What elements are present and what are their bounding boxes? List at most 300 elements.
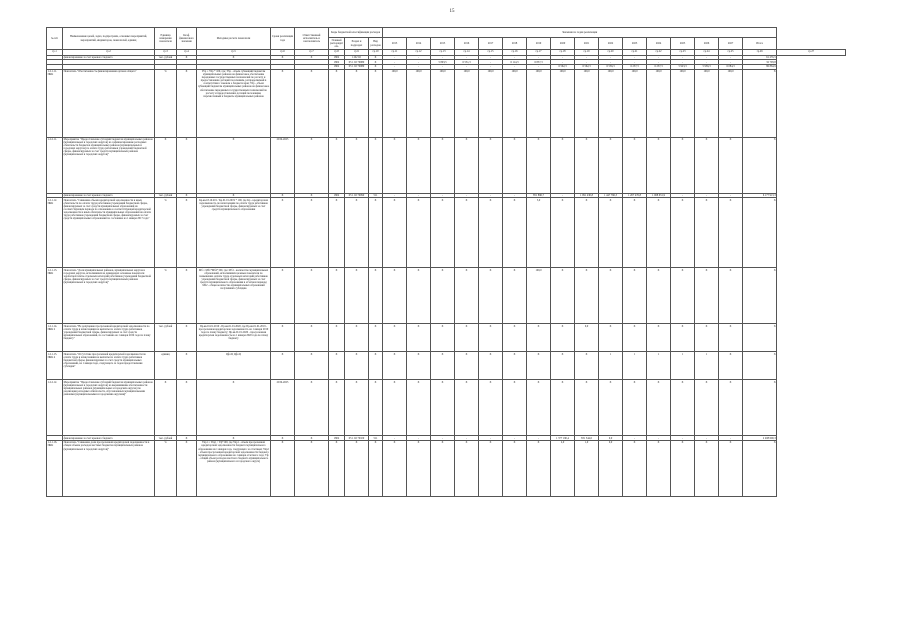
column-number: гр.13 — [431, 50, 455, 56]
column-number: гр.21 — [623, 50, 647, 56]
col-header-year: 2020 — [551, 38, 575, 50]
column-number: гр.19 — [575, 50, 599, 56]
row-year-value: X — [551, 352, 575, 380]
row-executor: X — [295, 193, 329, 198]
row-kvr: X — [369, 55, 383, 60]
row-name: финансирование за счет краевого бюджета — [63, 436, 155, 441]
row-section: X — [345, 268, 369, 324]
row-year-value: 6 562,3 — [551, 64, 575, 69]
row-unit: тыс. рублей — [155, 55, 177, 60]
row-name: Мероприятие "Предоставление субсидий бюджетам муниципальных районов (муниципальных и городских округов) на софинансирование расходных обязательств бюджетов муниципальных районов (муниципальных и городских округов) по оплате труда работников учреждений бюджетной сферы, финансируемых за счет средств муниципальных районов (муниципальных и городских округов)" — [63, 137, 155, 193]
col-header-method: Методика расчета показателя — [197, 28, 271, 50]
page-number: 15 — [449, 9, 455, 14]
row-year-value: X — [527, 137, 551, 193]
row-kvr: X — [369, 441, 383, 497]
row-year-value: X — [407, 441, 431, 497]
row-year-value: - — [719, 436, 743, 441]
row-year-value: X — [383, 198, 407, 268]
row-year-value: 100,0 — [623, 69, 647, 137]
row-year-value: 5,0 — [527, 198, 551, 268]
row-year-value: - — [431, 193, 455, 198]
row-year-value: 100,0 — [719, 69, 743, 137]
row-term: X — [271, 352, 295, 380]
row-year-value: - — [623, 436, 647, 441]
row-year-value: X — [647, 137, 671, 193]
row-executor: X — [295, 380, 329, 436]
row-number: 1.2.2.11. — [47, 137, 63, 193]
col-header-name: Наименование целей, задач, подпрограмм, основных мероприятий, мероприятий, индикаторов, показателей, единиц — [63, 28, 155, 50]
row-year-value: X — [431, 324, 455, 352]
table-row — [47, 137, 846, 193]
row-year-value: X — [527, 441, 551, 497]
row-year-value: 1 — [623, 352, 647, 380]
row-year-value: X — [719, 198, 743, 268]
row-term: X — [271, 441, 295, 497]
row-executor: X — [295, 441, 329, 497]
col-header-kvr: Вид расходов — [369, 38, 383, 50]
column-number: гр.16 — [503, 50, 527, 56]
row-total: X — [743, 198, 777, 268]
row-year-value: - — [383, 436, 407, 441]
row-number: 1.2.1.11. ПКК — [47, 69, 63, 137]
col-header-year: 2025 — [671, 38, 695, 50]
row-kvr: X — [369, 69, 383, 137]
row-name: Мероприятие "Предоставление субсидий бюджетам муниципальных районов (муниципальных и городских округов) на выравнивание обеспеченности муниципальных районов (муниципальных и городских округов) по реализации расходных обязательств, обусловленных муниципальными районами (муниципальными и городскими округами)" — [63, 380, 155, 436]
row-section: 05 1 02 70090 — [345, 193, 369, 198]
col-header-year: 2013 — [383, 38, 407, 50]
column-number: гр.25 — [719, 50, 743, 56]
row-year-value: X — [695, 324, 719, 352]
row-year-value: X — [671, 441, 695, 497]
row-grbs: 1802 — [329, 64, 345, 69]
row-method: X — [197, 55, 271, 60]
row-unit: тыс. рублей — [155, 324, 177, 352]
row-method: X — [197, 193, 271, 198]
table-row — [47, 441, 846, 497]
row-year-value: X — [719, 352, 743, 380]
column-number: гр.8 — [329, 50, 345, 56]
row-method: Упр1 = Упр1 / Уф*100, где Упр1 - объем просроченной кредиторской задолженности бюджета муниципального образования на 1 января года, следующего за отчетным; Упр2 - объем просроченной кредиторской задолженности бюджета муниципального образования на 1 января отчетного года; Уф - общий объем расходов местного бюджета муниципального района (муниципального и городского округа) — [197, 441, 271, 497]
row-year-value: X — [623, 324, 647, 352]
row-section: 05 1 02 70100 — [345, 436, 369, 441]
row-year-value: X — [407, 198, 431, 268]
row-year-value: - — [599, 60, 623, 65]
row-year-value: 1 447 766,3 — [599, 193, 623, 198]
row-kvr: X — [369, 324, 383, 352]
row-year-value: 1 — [671, 352, 695, 380]
row-year-value: X — [431, 441, 455, 497]
row-year-value: - — [503, 64, 527, 69]
row-year-value: - — [719, 60, 743, 65]
col-header-unit: Единица измерения показателя — [155, 28, 177, 50]
row-year-value: - — [623, 55, 647, 60]
row-year-value: X — [599, 324, 623, 352]
row-year-value: 100,0 — [551, 69, 575, 137]
row-year-value: 0,0 — [599, 436, 623, 441]
row-year-value: X — [383, 352, 407, 380]
row-year-value: 0,0 — [599, 441, 623, 497]
row-year-value: X — [623, 137, 647, 193]
row-year-value: X — [575, 352, 599, 380]
row-year-value: X — [575, 137, 599, 193]
row-year-value: - — [479, 193, 503, 198]
row-year-value: X — [599, 380, 623, 436]
row-year-value: 2,0 — [551, 441, 575, 497]
row-year-value: X — [479, 198, 503, 268]
column-number: гр.5 — [197, 50, 271, 56]
row-year-value: 100,0 — [383, 69, 407, 137]
row-year-value: - — [695, 193, 719, 198]
row-year-value: 6 084,3 — [719, 64, 743, 69]
row-executor: X — [295, 55, 329, 60]
row-year-value: - — [647, 60, 671, 65]
row-unit: % — [155, 198, 177, 268]
row-term: X — [271, 193, 295, 198]
col-header-year: 2019 — [527, 38, 551, 50]
row-year-value: X — [551, 324, 575, 352]
col-header-term: Сроки реализации года — [271, 28, 295, 50]
row-grbs: X — [329, 268, 345, 324]
row-total: X — [743, 380, 777, 436]
row-kvr: 511 — [369, 193, 383, 198]
row-year-value: X — [695, 137, 719, 193]
row-year-value: 100,0 — [479, 69, 503, 137]
row-grbs: X — [329, 69, 345, 137]
row-year-value: 1,0 — [575, 441, 599, 497]
row-year-value: X — [479, 441, 503, 497]
row-year-value: - — [431, 64, 455, 69]
row-unit: X — [155, 380, 177, 436]
row-year-value: X — [431, 198, 455, 268]
row-year-value: - — [695, 436, 719, 441]
row-unit: тыс. рублей — [155, 193, 177, 198]
row-kvr: X — [369, 64, 383, 69]
row-coef: X — [177, 193, 197, 198]
row-year-value: X — [719, 268, 743, 324]
row-year-value: X — [455, 137, 479, 193]
row-year-value: X — [455, 380, 479, 436]
row-section: X — [345, 352, 369, 380]
column-number: гр.20 — [599, 50, 623, 56]
row-year-value: X — [479, 137, 503, 193]
column-number: гр.6 — [271, 50, 295, 56]
row-year-value: 5 936,3 — [695, 64, 719, 69]
row-year-value: X — [383, 441, 407, 497]
row-year-value: - — [431, 436, 455, 441]
row-year-value: X — [527, 352, 551, 380]
row-number: 1.2.1.16. ПКК — [47, 441, 63, 497]
row-kvr: X — [369, 380, 383, 436]
row-kvr: 511 — [369, 436, 383, 441]
column-number: гр.1 — [47, 50, 63, 56]
row-year-value: 831 344,0 — [575, 436, 599, 441]
row-year-value: X — [647, 268, 671, 324]
column-number: гр.4 — [177, 50, 197, 56]
row-year-value: 100,0 — [695, 69, 719, 137]
row-year-value: X — [647, 380, 671, 436]
row-name: Показатель "Отсутствие просроченной кредиторской задолженности по оплате труда и начислениям на выплаты по оплате труда работников бюджетной сферы, финансируемых за счет средств муниципальных образований, на 1 января года, следующего за годом предоставления субсидии" — [63, 352, 155, 380]
row-year-value: 100,0 — [647, 69, 671, 137]
row-year-value: 6 562,3 — [575, 64, 599, 69]
row-year-value: X — [407, 380, 431, 436]
row-name: финансирование за счет краевого бюджета — [63, 55, 155, 60]
row-year-value: X — [383, 268, 407, 324]
col-header-year: 2015 — [431, 38, 455, 50]
row-term: X — [271, 436, 295, 441]
row-coef: X — [177, 198, 197, 268]
row-year-value: 1 — [647, 352, 671, 380]
row-total: X — [743, 268, 777, 324]
row-year-value: 100,0 — [455, 69, 479, 137]
row-year-value: X — [407, 137, 431, 193]
row-year-value: X — [479, 268, 503, 324]
row-year-value: X — [647, 441, 671, 497]
row-year-value: 100,0 — [503, 69, 527, 137]
row-number: 1.2.1.14. ПКК 2 — [47, 324, 63, 352]
column-number: гр.10 — [369, 50, 383, 56]
row-coef: X — [177, 324, 197, 352]
row-kvr: X — [369, 198, 383, 268]
row-year-value: X — [455, 352, 479, 380]
col-header-total: Итого — [743, 38, 777, 50]
row-method: Пр.кв.01.01.2019 - Пр.кв.01.01.2020, где Пр.кв.01.01.2019 - просроченная кредиторская задолженность на 1 января 2019 года по плану бюджету; Пр.кв.01.01.2020 - просроченная кредиторская задолженность на 1 января 2020 года по плану бюджету — [197, 324, 271, 352]
row-year-value: X — [503, 380, 527, 436]
row-year-value: 1 — [695, 352, 719, 380]
row-grbs: 1802 — [329, 193, 345, 198]
row-year-value: X — [671, 324, 695, 352]
row-grbs: 1802 — [329, 436, 345, 441]
row-year-value: X — [575, 198, 599, 268]
column-number: гр.22 — [647, 50, 671, 56]
row-year-value: X — [503, 198, 527, 268]
row-year-value: X — [503, 137, 527, 193]
row-year-value: X — [695, 441, 719, 497]
row-year-value: X — [479, 380, 503, 436]
row-total: 32 793,8 — [743, 60, 777, 65]
table-body — [47, 55, 846, 496]
row-year-value: - — [551, 193, 575, 198]
row-year-value: - — [671, 60, 695, 65]
table-row — [47, 380, 846, 436]
row-method: Кр.кв.18.10.201 / Кр.01.01.2019 * 100, где Кр - кредиторская задолженность по начислениям по оплате труда работников учреждений бюджетной сферы, финансируемых за счет средств муниципального образования — [197, 198, 271, 268]
row-year-value: 100,0 — [599, 69, 623, 137]
col-header-year: 2016 — [455, 38, 479, 50]
row-name: Показатель "Снижение объема кредиторской задолженности и иных обязательств по оплате труда работников учреждений бюджетной сферы, финансируемых за счет средств муниципальных образований на соответствующем периоде по отношению к соответствующей кредиторской задолженности и иных обязательств муниципальных образований на оплате труда работников учреждений бюджетной сферы, финансируемых за счет средств муниципальных образований по состоянию на 1 января 2017 года" — [63, 198, 155, 268]
row-year-value: 851 896,7 — [527, 193, 551, 198]
column-number: гр.3 — [155, 50, 177, 56]
row-year-value: X — [671, 268, 695, 324]
row-name: Показатель "Не допущение просроченной кредиторской задолженности по оплате труда и начислениям на выплаты по оплате труда работников учреждений бюджетной сферы, финансируемых за счет средств муниципальных образований, по состоянию на 1 января 2019 года по плану бюджету" — [63, 324, 155, 352]
row-year-value: X — [695, 198, 719, 268]
row-year-value: - — [455, 436, 479, 441]
row-coef: X — [177, 380, 197, 436]
row-year-value: 1 207 476,8 — [623, 193, 647, 198]
row-year-value: X — [719, 380, 743, 436]
row-section: X — [345, 69, 369, 137]
row-number: 1.2.1.12. ПКК — [47, 198, 63, 268]
row-year-value: X — [431, 268, 455, 324]
row-year-value: - — [383, 60, 407, 65]
col-header-no: № п/п — [47, 28, 63, 50]
col-header-section: Раздел и подраздел — [345, 38, 369, 50]
row-unit: % — [155, 268, 177, 324]
row-year-value: - — [503, 436, 527, 441]
row-total: 6 177 913,3 — [743, 193, 777, 198]
col-header-values: Значения по годам реализации — [383, 28, 777, 38]
row-name: Показатель "Обеспеченность финансирования органов общего" — [63, 69, 155, 137]
row-method: X — [197, 137, 271, 193]
row-grbs: X — [329, 137, 345, 193]
row-year-value: 0,0 — [575, 324, 599, 352]
row-year-value: 100,0 — [407, 69, 431, 137]
row-coef: X — [177, 352, 197, 380]
row-year-value: X — [671, 198, 695, 268]
col-header-year: 2024 — [647, 38, 671, 50]
row-year-value: X — [575, 268, 599, 324]
row-year-value: X — [719, 441, 743, 497]
row-year-value: X — [575, 380, 599, 436]
row-section: 1102 02 — [345, 55, 369, 60]
row-executor: X — [295, 69, 329, 137]
row-name: финансирование за счет краевого бюджета — [63, 193, 155, 198]
row-year-value: X — [455, 268, 479, 324]
program-indicators-table — [46, 27, 846, 497]
row-year-value: 100,0 — [527, 268, 551, 324]
row-name: Показатель "Доля муниципальных районов, муниципальных округов и городских округов, исполнивших на дивидендах основные показатели заработной платы отдельных категорий работников учреждений бюджетной сферы, финансируемых за счет средств муниципальных районов (муниципальных и городских округов)" — [63, 268, 155, 324]
row-coef: X — [177, 436, 197, 441]
row-grbs: X — [329, 324, 345, 352]
row-term: 2019-2025 — [271, 380, 295, 436]
row-year-value: - — [695, 55, 719, 60]
row-year-value: - — [671, 55, 695, 60]
row-year-value: - — [431, 55, 455, 60]
row-year-value: - — [719, 55, 743, 60]
row-year-value: X — [431, 137, 455, 193]
row-total: X — [743, 69, 777, 137]
col-header-year: 2014 — [407, 38, 431, 50]
row-year-value: - — [671, 436, 695, 441]
row-year-value: - — [383, 193, 407, 198]
row-year-value: X — [719, 324, 743, 352]
row-year-value: - — [503, 193, 527, 198]
row-year-value: X — [671, 137, 695, 193]
row-year-value: X — [719, 137, 743, 193]
row-year-value: 100,0 — [575, 69, 599, 137]
row-executor: X — [295, 352, 329, 380]
row-year-value: - — [407, 193, 431, 198]
row-year-value: - — [503, 55, 527, 60]
row-term: X — [271, 324, 295, 352]
row-year-value: 100,0 — [527, 69, 551, 137]
column-number: гр.27 — [777, 50, 846, 56]
row-year-value: 1 068 651,9 — [647, 193, 671, 198]
column-number: гр.12 — [407, 50, 431, 56]
row-year-value: X — [383, 380, 407, 436]
row-method: X — [197, 436, 271, 441]
row-year-value: - — [623, 60, 647, 65]
row-year-value: 6 556,3 — [599, 64, 623, 69]
row-year-value: X — [695, 268, 719, 324]
row-kvr: X — [369, 268, 383, 324]
column-number: гр.9 — [345, 50, 369, 56]
row-year-value: - — [575, 60, 599, 65]
row-method: Убр = Убр * 100, где: Убр - объем субвенций бюджетам муниципальных районов на финансовое обеспечение переданных государственных полномочий по расчету и предоставлению дотаций поселениям, распределяемый в соответствии с законом о бюджете края; Убр - объем субвенций бюджетам муниципальных районов на финансовое обеспечение переданных государственных полномочий по расчету и предоставлению дотаций поселениям, перечисленный в бюджеты муниципальных районов — [197, 69, 271, 137]
row-section: 05 1 02 70080 — [345, 64, 369, 69]
row-year-value: - — [455, 193, 479, 198]
row-year-value: X — [503, 352, 527, 380]
row-section: X — [345, 380, 369, 436]
row-method: Мб = Мб1*Мб2*100, где: Мб1 - количество муниципальных образований, исполнивших целевые показатели по повышению оплаты труда отдельных категорий работников учреждений бюджетной сферы, финансируемых за счет средств муниципального образования в отчетном периоде; Мб2 - общее количество муниципальных образований получивших субсидию — [197, 268, 271, 324]
row-grbs: 1802 — [329, 55, 345, 60]
row-total: X — [743, 352, 777, 380]
col-header-budget-codes: Коды бюджетной классификации расходов — [329, 28, 383, 38]
col-header-executor: Ответственный исполнитель и соисполнитель — [295, 28, 329, 50]
row-year-value: 6 237,3 — [623, 64, 647, 69]
table-row — [47, 198, 846, 268]
col-header-year: 2026 — [695, 38, 719, 50]
row-year-value: - — [647, 436, 671, 441]
row-year-value: X — [551, 268, 575, 324]
row-year-value: X — [503, 441, 527, 497]
row-year-value: - — [551, 55, 575, 60]
col-header-grbs: Главный распорядитель — [329, 38, 344, 49]
row-year-value: X — [407, 324, 431, 352]
row-unit: единиц — [155, 352, 177, 380]
row-year-value: X — [551, 380, 575, 436]
row-year-value: 1 991 430,8 — [575, 193, 599, 198]
row-unit: X — [155, 137, 177, 193]
row-year-value: X — [479, 352, 503, 380]
row-section: X — [345, 324, 369, 352]
column-number: гр.14 — [455, 50, 479, 56]
col-header-year: 2022 — [599, 38, 623, 50]
row-year-value: 5 923,3 — [671, 64, 695, 69]
row-year-value: X — [647, 324, 671, 352]
row-year-value: X — [455, 324, 479, 352]
row-year-value: X — [599, 137, 623, 193]
column-number: гр.17 — [527, 50, 551, 56]
row-coef: X — [177, 55, 197, 60]
row-year-value: X — [407, 352, 431, 380]
col-header-year: 2021 — [575, 38, 599, 50]
row-section: 05 1 02 70080 — [345, 60, 369, 65]
row-year-value: X — [599, 268, 623, 324]
row-kvr: X — [369, 352, 383, 380]
row-year-value: X — [623, 268, 647, 324]
row-total: X — [743, 324, 777, 352]
row-section: X — [345, 137, 369, 193]
col-header-year: 2023 — [623, 38, 647, 50]
row-year-value: - — [527, 436, 551, 441]
row-term: X — [271, 268, 295, 324]
row-year-value: - — [383, 64, 407, 69]
column-number: гр.7 — [295, 50, 329, 56]
row-term: X — [271, 55, 295, 60]
column-number: гр.23 — [671, 50, 695, 56]
row-year-value: X — [503, 268, 527, 324]
row-year-value: X — [383, 137, 407, 193]
row-executor: X — [295, 137, 329, 193]
column-number: гр.26 — [743, 50, 777, 56]
row-year-value: X — [431, 380, 455, 436]
row-year-value: X — [527, 380, 551, 436]
row-executor: X — [295, 198, 329, 268]
row-year-value: - — [575, 55, 599, 60]
row-year-value: X — [455, 441, 479, 497]
row-year-value: 5 893,5 — [431, 60, 455, 65]
row-term: X — [271, 69, 295, 137]
row-year-value: - — [551, 60, 575, 65]
